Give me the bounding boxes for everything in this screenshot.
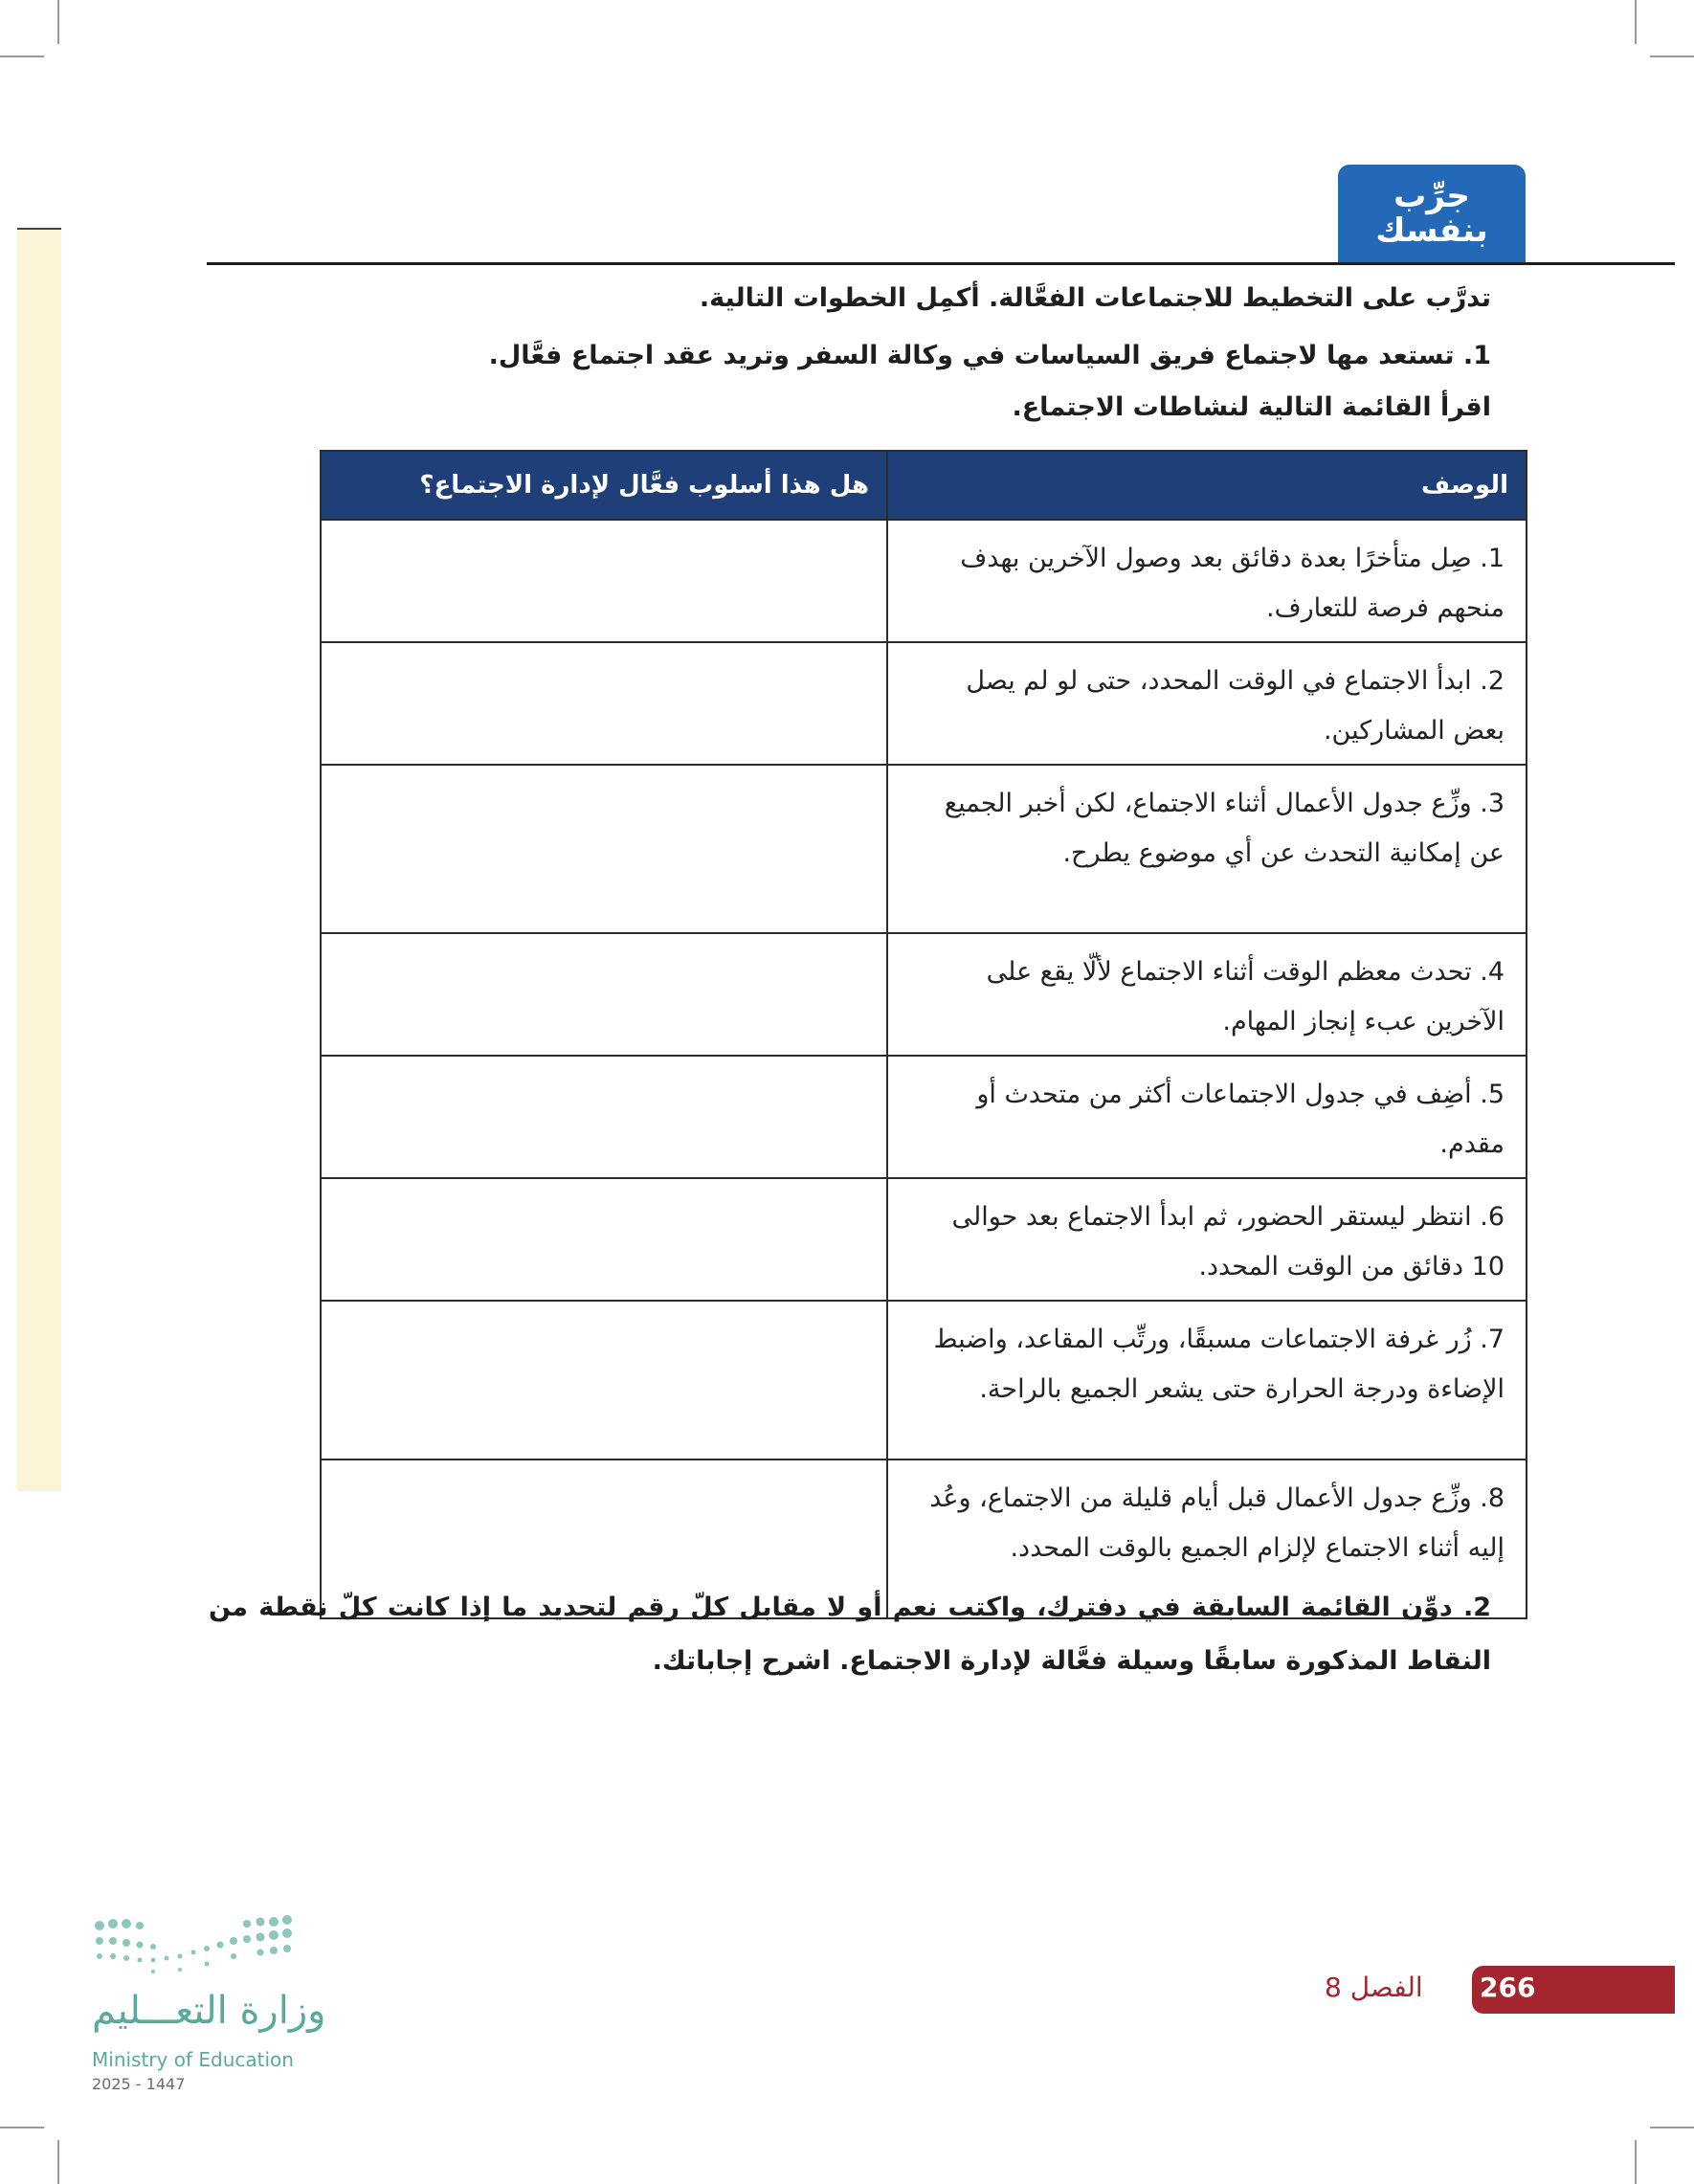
badge-line-2: بنفسك	[1375, 212, 1488, 250]
table-row	[321, 642, 1527, 765]
crop-mark	[57, 0, 59, 44]
try-yourself-badge	[1338, 165, 1526, 264]
step-2-text: 2. دوِّن القائمة السابقة في دفترك، واكتب نعم أو لا مقابل كلّ رقم لتحديد ما إذا كانت كلّ نقطة من النقاط المذكورة سابقًا وسيلة فعَّالة لإدارة الاجتماع. اشرح إجاباتك.	[209, 1593, 1491, 1676]
row-description: 1. صِل متأخرًا بعدة دقائق بعد وصول الآخرين بهدف منحهم فرصة للتعارف.	[887, 520, 1527, 642]
badge-line-1: جرِّب	[1393, 177, 1470, 216]
activities-table	[320, 450, 1527, 1619]
crop-mark	[0, 56, 44, 57]
ministry-name-english: Ministry of Education	[92, 2048, 294, 2071]
table-row	[321, 1178, 1527, 1301]
table-header-row	[321, 451, 1527, 520]
row-answer-cell[interactable]	[321, 520, 887, 642]
ministry-name-arabic: وزارة التعـــليم	[92, 1989, 326, 2033]
table-row	[321, 1056, 1527, 1178]
table-row	[321, 933, 1527, 1056]
row-description: 8. وزِّع جدول الأعمال قبل أيام قليلة من الاجتماع، وعُد إليه أثناء الاجتماع لإلزام الجميع بالوقت المحدد.	[887, 1460, 1527, 1618]
crop-mark	[57, 2140, 59, 2184]
row-answer-cell[interactable]	[321, 642, 887, 765]
row-answer-cell[interactable]	[321, 1056, 887, 1178]
header-rule	[207, 262, 1675, 265]
row-description: 6. انتظر ليستقر الحضور، ثم ابدأ الاجتماع بعد حوالى 10 دقائق من الوقت المحدد.	[887, 1178, 1527, 1301]
table-row	[321, 520, 1527, 642]
row-answer-cell[interactable]	[321, 765, 887, 933]
page-number: 266	[1480, 1972, 1536, 2003]
ministry-year: 2025 - 1447	[92, 2075, 186, 2093]
table-row	[321, 1301, 1527, 1460]
header-description: الوصف	[887, 451, 1527, 520]
intro-text: تدرَّب على التخطيط للاجتماعات الفعَّالة. أكمِل الخطوات التالية.	[699, 283, 1491, 313]
row-description: 3. وزِّع جدول الأعمال أثناء الاجتماع، لكن أخبر الجميع عن إمكانية التحدث عن أي موضوع يطرح.	[887, 765, 1527, 933]
row-description: 5. أضِف في جدول الاجتماعات أكثر من متحدث أو مقدم.	[887, 1056, 1527, 1178]
row-answer-cell[interactable]	[321, 1301, 887, 1460]
chapter-label: الفصل 8	[1325, 1972, 1423, 2003]
read-list-text: اقرأ القائمة التالية لنشاطات الاجتماع.	[1012, 392, 1491, 422]
crop-mark	[1635, 2140, 1637, 2184]
crop-mark	[1650, 56, 1694, 57]
crop-mark	[1635, 0, 1637, 44]
header-effective: هل هذا أسلوب فعَّال لإدارة الاجتماع؟	[321, 451, 887, 520]
row-answer-cell[interactable]	[321, 933, 887, 1056]
margin-band	[17, 230, 61, 1491]
ministry-logo-icon	[92, 1914, 302, 1981]
row-description: 2. ابدأ الاجتماع في الوقت المحدد، حتى لو لم يصل بعض المشاركين.	[887, 642, 1527, 765]
step-1-text: 1. تستعد مها لاجتماع فريق السياسات في وكالة السفر وتريد عقد اجتماع فعَّال.	[488, 341, 1491, 370]
crop-mark	[0, 2127, 44, 2128]
row-description: 4. تحدث معظم الوقت أثناء الاجتماع لألّا يقع على الآخرين عبء إنجاز المهام.	[887, 933, 1527, 1056]
table-row	[321, 765, 1527, 933]
crop-mark	[1650, 2127, 1694, 2128]
row-description: 7. زُر غرفة الاجتماعات مسبقًا، ورتِّب المقاعد، واضبط الإضاءة ودرجة الحرارة حتى يشعر الجميع بالراحة.	[887, 1301, 1527, 1460]
row-answer-cell[interactable]	[321, 1178, 887, 1301]
